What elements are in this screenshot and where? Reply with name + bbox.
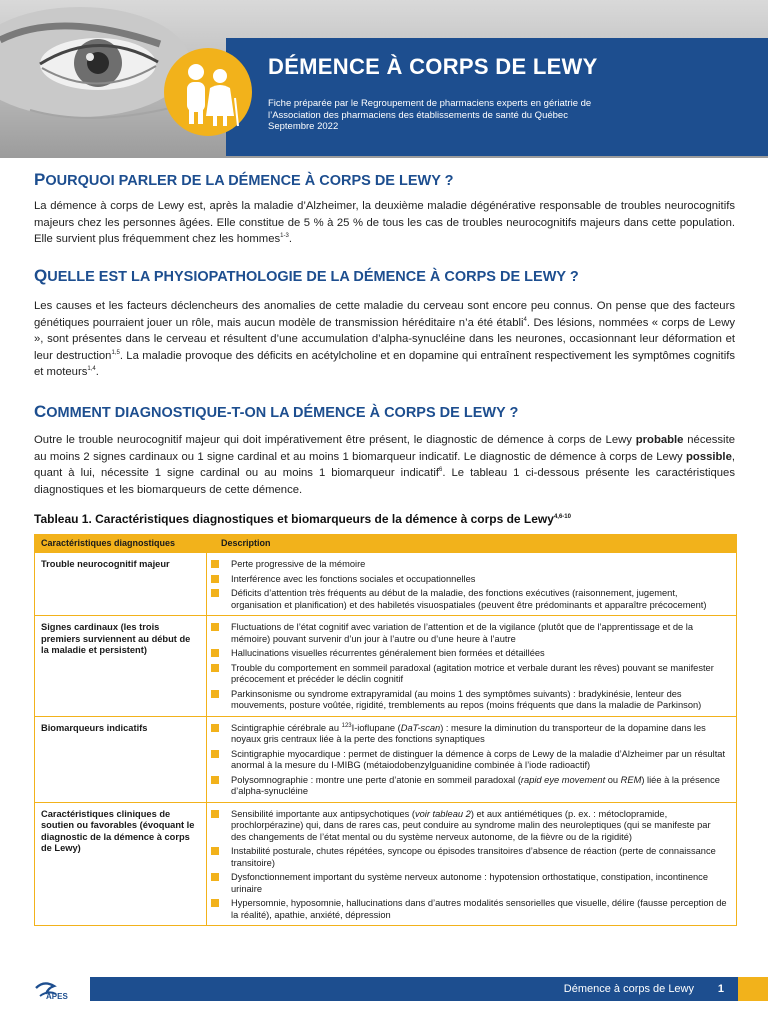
list-item: Sensibilité importante aux antipsychotiques (voir tableau 2) et aux antiémétiques (p. ex. : métoclopramide, prochlorpérazine) qui, dans de rares cas, peut conduire au syndrome malin des neuroleptiques (qui se manifeste par des changements de l’état mental ou du système nerveux autonome, de la fièvre ou de la rigidité) <box>211 809 728 844</box>
elderly-couple-icon <box>164 48 252 136</box>
section-paragraph-why: La démence à corps de Lewy est, après la maladie d’Alzheimer, la deuxième maladie dégénérative responsable de troubles neurocognitifs majeurs chez les personnes âgées. Elle constitue de 5 % à 25 % de tous les cas de troubles neurocognitifs majeurs dans cette population. Elle survient plus fréquemment chez les hommes$^{1-3}$. <box>34 200 735 245</box>
square-bullet-icon <box>211 560 219 568</box>
list-item: Hypersomnie, hyposomnie, hallucinations dans d’autres modalités sensorielles que visuelle, délire (fausse perception de la réalité), apathie, anxiété, dépression <box>211 898 728 921</box>
page-title: DÉMENCE À CORPS DE LEWY <box>268 54 598 79</box>
list-item: Trouble du comportement en sommeil paradoxal (agitation motrice et verbale durant les rêves) pouvant se manifester précocement et précéder le déclin cognitif <box>211 663 728 686</box>
header-hero <box>0 0 768 158</box>
row-label: Trouble neurocognitif majeur <box>35 553 207 615</box>
list-item: Instabilité posturale, chutes répétées, syncope ou épisodes transitoires d’absence de réaction (perte de connaissance transitoire) <box>211 846 728 869</box>
square-bullet-icon <box>211 750 219 758</box>
square-bullet-icon <box>211 649 219 657</box>
square-bullet-icon <box>211 810 219 818</box>
table-title: Tableau 1. Caractéristiques diagnostiques et biomarqueurs de la démence à corps de Lewy$^{4,6-10}$ <box>34 512 571 526</box>
footer-document-name: Démence à corps de Lewy <box>563 983 694 995</box>
diagnostic-table <box>34 534 737 926</box>
square-bullet-icon <box>211 873 219 881</box>
header-subtitle <box>268 98 591 133</box>
list-item: Dysfonctionnement important du système nerveux autonome : hypotension orthostatique, constipation, incontinence urinaire <box>211 872 728 895</box>
square-bullet-icon <box>211 664 219 672</box>
row-description <box>207 717 736 802</box>
footer-bar <box>90 977 738 1001</box>
square-bullet-icon <box>211 776 219 784</box>
table-row <box>35 802 736 926</box>
column-header: Caractéristiques diagnostiques <box>41 538 176 548</box>
row-label: Signes cardinaux (les trois premiers surviennent au début de la maladie et persistent) <box>35 616 207 716</box>
section-heading-why: POURQUOI PARLER DE LA DÉMENCE À CORPS DE LEWY ? <box>34 170 454 189</box>
square-bullet-icon <box>211 575 219 583</box>
table-row <box>35 615 736 716</box>
list-item: Interférence avec les fonctions sociales et occupationnelles <box>211 574 728 586</box>
row-description <box>207 616 736 716</box>
square-bullet-icon <box>211 589 219 597</box>
table-row <box>35 552 736 615</box>
square-bullet-icon <box>211 690 219 698</box>
square-bullet-icon <box>211 623 219 631</box>
list-item: Déficits d’attention très fréquents au début de la maladie, des fonctions exécutives (raisonnement, jugement, organisation et planification) et des habiletés visuospatiales (peuvent être prédominants et apparaître précocement) <box>211 588 728 611</box>
row-description <box>207 553 736 615</box>
section-paragraph-diagnosis: Outre le trouble neurocognitif majeur qui doit impérativement être présent, le diagnostic de démence à corps de Lewy probable nécessite au moins 2 signes cardinaux ou 1 signe cardinal et au moins 1 biomarqueur indicatif. Le diagnostic de démence à corps de Lewy possible, quant à lui, nécessite 1 signe cardinal ou au moins 1 biomarqueur indicatif$^6$. Le tableau 1 ci-dessous présente les caractéristiques diagnostiques et les biomarqueurs de cette démence. <box>34 434 735 496</box>
list-item: Scintigraphie myocardique : permet de distinguer la démence à corps de Lewy de la maladie d’Alzheimer par un résultat anormal à la mesure du I-MIBG (métaiodobenzylguanidine combinée à l’iode radioactif) <box>211 749 728 772</box>
subtitle-line: Septembre 2022 <box>268 121 339 132</box>
section-heading-physiopathology: QUELLE EST LA PHYSIOPATHOLOGIE DE LA DÉMENCE À CORPS DE LEWY ? <box>34 266 579 285</box>
list-item: Parkinsonisme ou syndrome extrapyramidal (au moins 1 des symptômes suivants) : bradykinésie, lenteur des mouvements, posture voûtée, rigidité, tremblements au repos (moins fréquents que dans la maladie de Parkinson) <box>211 689 728 712</box>
list-item: Polysomnographie : montre une perte d’atonie en sommeil paradoxal (rapid eye movement ou REM) liée à la présence d’alpha-synucléine <box>211 775 728 798</box>
list-item: Fluctuations de l’état cognitif avec variation de l’attention et de la vigilance (plutôt que de l’apprentissage et de la mémoire) pouvant survenir d’un jour à l’autre ou d’une heure à l’autre <box>211 622 728 645</box>
page-number: 1 <box>717 983 724 995</box>
row-description <box>207 803 736 926</box>
subtitle-line: Fiche préparée par le Regroupement de pharmaciens experts en gériatrie de <box>268 98 592 109</box>
square-bullet-icon <box>211 724 219 732</box>
title-banner <box>226 38 768 156</box>
row-label: Biomarqueurs indicatifs <box>35 717 207 802</box>
list-item: Hallucinations visuelles récurrentes généralement bien formées et détaillées <box>211 648 728 660</box>
list-item: Scintigraphie cérébrale au $^{123}$I-ioflupane (DaT-scan) : mesure la diminution du transporteur de la dopamine dans les noyaux gris centraux liée à la perte des fonctions synaptiques <box>211 723 728 746</box>
list-item: Perte progressive de la mémoire <box>211 559 728 571</box>
footer-accent <box>738 977 768 1001</box>
row-label: Caractéristiques cliniques de soutien ou favorables (évoquant le diagnostic de la démence à corps de Lewy) <box>35 803 207 926</box>
table-header <box>35 535 736 552</box>
table-row <box>35 716 736 802</box>
apes-logo-text: APES <box>46 992 68 1001</box>
square-bullet-icon <box>211 899 219 907</box>
subtitle-line: l’Association des pharmaciens des établissements de santé du Québec <box>268 109 568 121</box>
section-heading-diagnosis: COMMENT DIAGNOSTIQUE-T-ON LA DÉMENCE À CORPS DE LEWY ? <box>34 402 519 421</box>
column-header: Description <box>221 538 271 548</box>
section-paragraph-physiopathology: Les causes et les facteurs déclencheurs des anomalies de cette maladie du cerveau sont encore peu connus. On pense que des facteurs génétiques pourraient jouer un rôle, mais aucun modèle de transmission héréditaire n’a été établi$^4$. Des lésions, nommées « corps de Lewy », sont présentes dans le cerveau et résultent d’une accumulation d’alpha-synucléine dans les neurones, occasionnant leur déformation et leur destruction$^{1,5}$. La maladie provoque des déficits en acétylcholine et en dopamine qui entraînent respectivement les symptômes cognitifs et moteurs$^{1,4}$. <box>34 300 735 378</box>
square-bullet-icon <box>211 847 219 855</box>
